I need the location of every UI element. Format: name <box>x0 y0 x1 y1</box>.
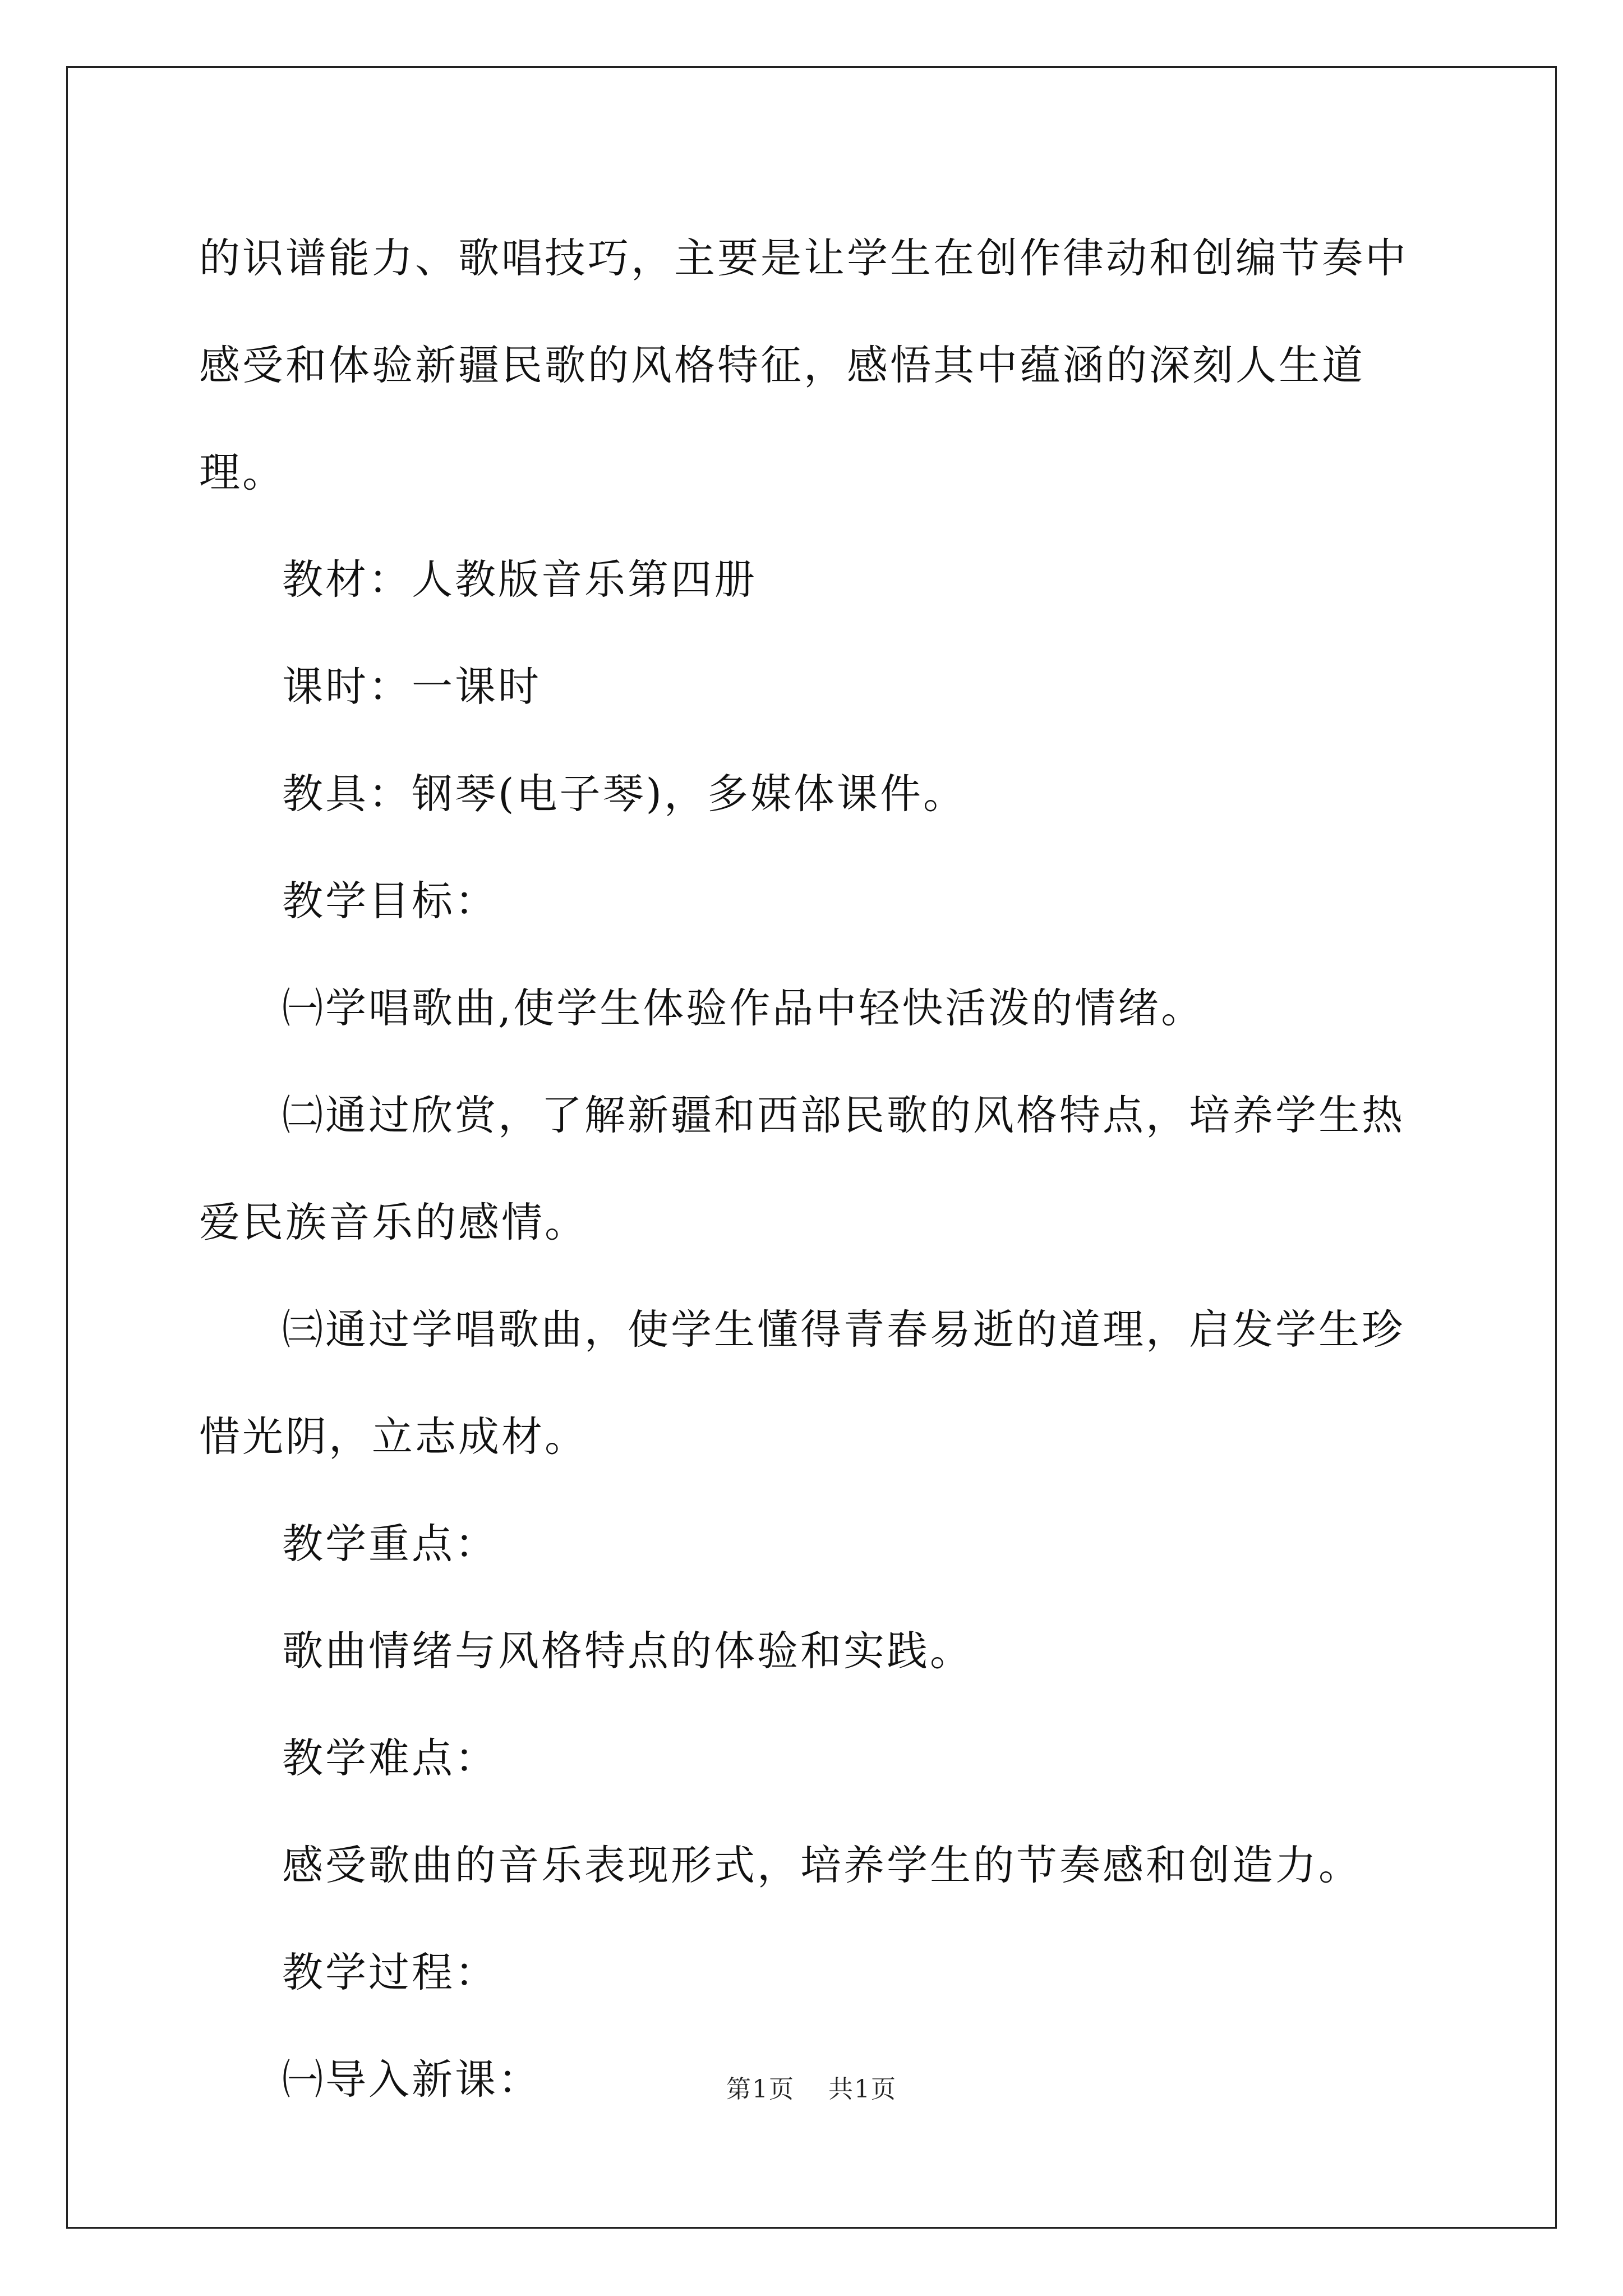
paragraph-14: ㈠导入新课： <box>282 2056 541 2104</box>
paragraph-3: 课时：一课时 <box>282 663 541 711</box>
paragraph-9: 教学重点： <box>282 1520 498 1568</box>
paragraph-6: ㈠学唱歌曲,使学生体验作品中轻快活泼的情绪。 <box>282 984 1205 1032</box>
paragraph-10: 歌曲情绪与风格特点的体验和实践。 <box>282 1627 973 1675</box>
paragraph-5: 教学目标： <box>282 877 498 925</box>
paragraph-7: ㈡通过欣赏，了解新疆和西部民歌的风格特点，培养学生热爱民族音乐的感情。 <box>199 1092 1405 1246</box>
paragraph-8: ㈢通过学唱歌曲，使学生懂得青春易逝的道理，启发学生珍惜光阴，立志成材。 <box>199 1306 1405 1461</box>
paragraph-1: 的识谱能力、歌唱技巧，主要是让学生在创作律动和创编节奏中感受和体验新疆民歌的风格特征，感悟其中蕴涵的深刻人生道理。 <box>199 234 1408 496</box>
page-number: 第1页 <box>726 2075 795 2104</box>
document-body <box>199 205 1427 2133</box>
paragraph-11: 教学难点： <box>282 1734 498 1782</box>
paragraph-12: 感受歌曲的音乐表现形式，培养学生的节奏感和创造力。 <box>282 1842 1362 1889</box>
page-total: 共1页 <box>828 2075 897 2104</box>
paragraph-13: 教学过程： <box>282 1949 498 1996</box>
paragraph-4: 教具：钢琴(电子琴)，多媒体课件。 <box>282 770 966 818</box>
paragraph-2: 教材：人教版音乐第四册 <box>282 556 757 604</box>
page-footer <box>0 2073 1623 2106</box>
